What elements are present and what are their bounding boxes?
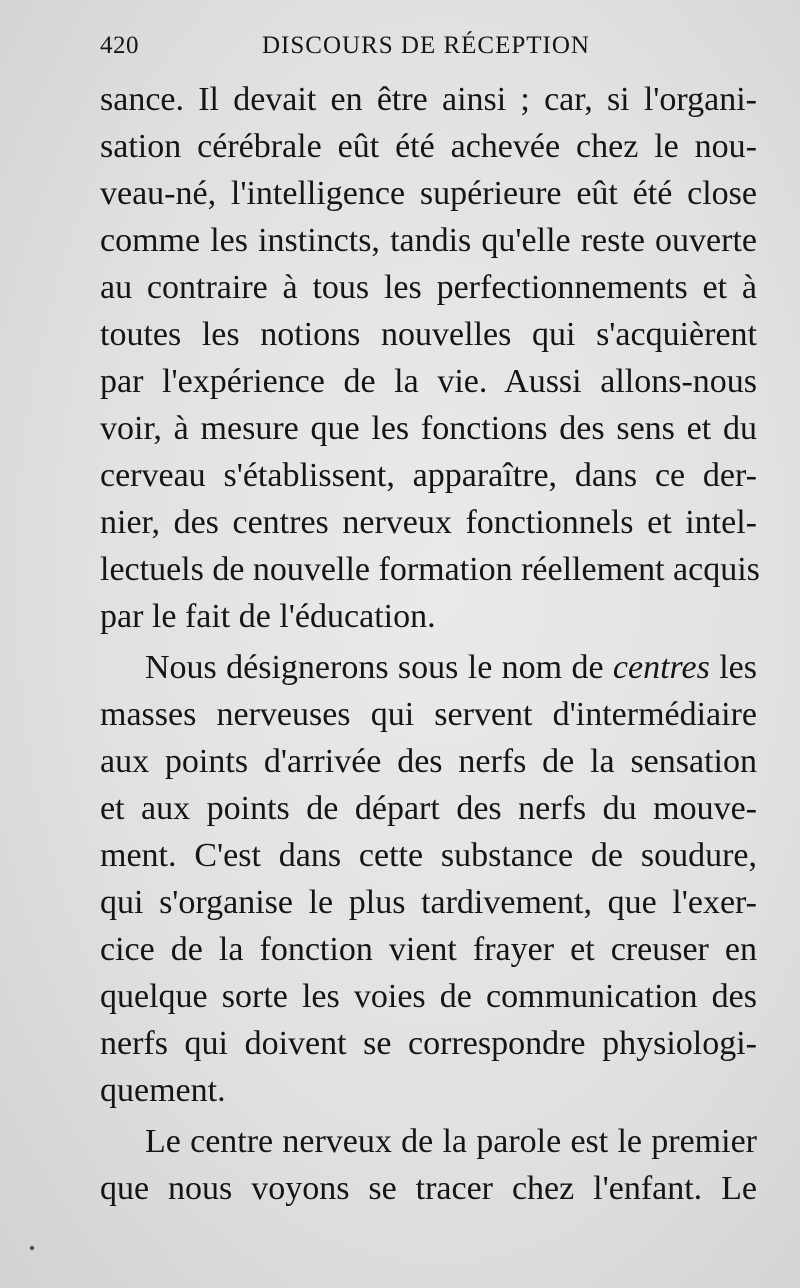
text-line: toutes les notions nouvelles qui s'acquièrent — [100, 316, 757, 353]
paper-speck — [30, 1246, 34, 1250]
text-line: cerveau s'établissent, apparaître, dans ce der- — [100, 457, 757, 494]
text-line: Le centre nerveux de la parole est le premier — [145, 1123, 757, 1160]
text-line: que nous voyons se tracer chez l'enfant. Le — [100, 1170, 757, 1207]
text-line: et aux points de départ des nerfs du mouve- — [100, 790, 757, 827]
page-number: 420 — [100, 32, 139, 59]
text-line: par le fait de l'éducation. — [100, 598, 436, 635]
body-text — [100, 76, 760, 1212]
text-line: quelque sorte les voies de communication des — [100, 978, 757, 1015]
text-line: quement. — [100, 1072, 226, 1109]
text-line: veau-né, l'intelligence supérieure eût été close — [100, 175, 757, 212]
text-line: nier, des centres nerveux fonctionnels et intel- — [100, 504, 757, 541]
text-line: qui s'organise le plus tardivement, que l'exer- — [100, 884, 757, 921]
text-line: comme les instincts, tandis qu'elle reste ouverte — [100, 222, 757, 259]
text-line: par l'expérience de la vie. Aussi allons-nous — [100, 363, 757, 400]
text-line: voir, à mesure que les fonctions des sens et du — [100, 410, 757, 447]
emphasized-term: centres — [612, 649, 710, 686]
text-line: aux points d'arrivée des nerfs de la sensation — [100, 743, 757, 780]
text-line: sance. Il devait en être ainsi ; car, si l'organi- — [100, 81, 757, 118]
text-line: nerfs qui doivent se correspondre physiologi- — [100, 1025, 757, 1062]
text-line: Nous désignerons sous le nom de centres les — [145, 649, 757, 686]
text-line: masses nerveuses qui servent d'intermédiaire — [100, 696, 757, 733]
running-title: DISCOURS DE RÉCEPTION — [262, 32, 590, 59]
page-header — [100, 32, 740, 72]
text-line: au contraire à tous les perfectionnements et à — [100, 269, 757, 306]
text-line: sation cérébrale eût été achevée chez le nou- — [100, 128, 757, 165]
text-line: cice de la fonction vient frayer et creuser en — [100, 931, 757, 968]
text-line: lectuels de nouvelle formation réellement acquis — [100, 551, 760, 588]
text-line: ment. C'est dans cette substance de soudure, — [100, 837, 757, 874]
